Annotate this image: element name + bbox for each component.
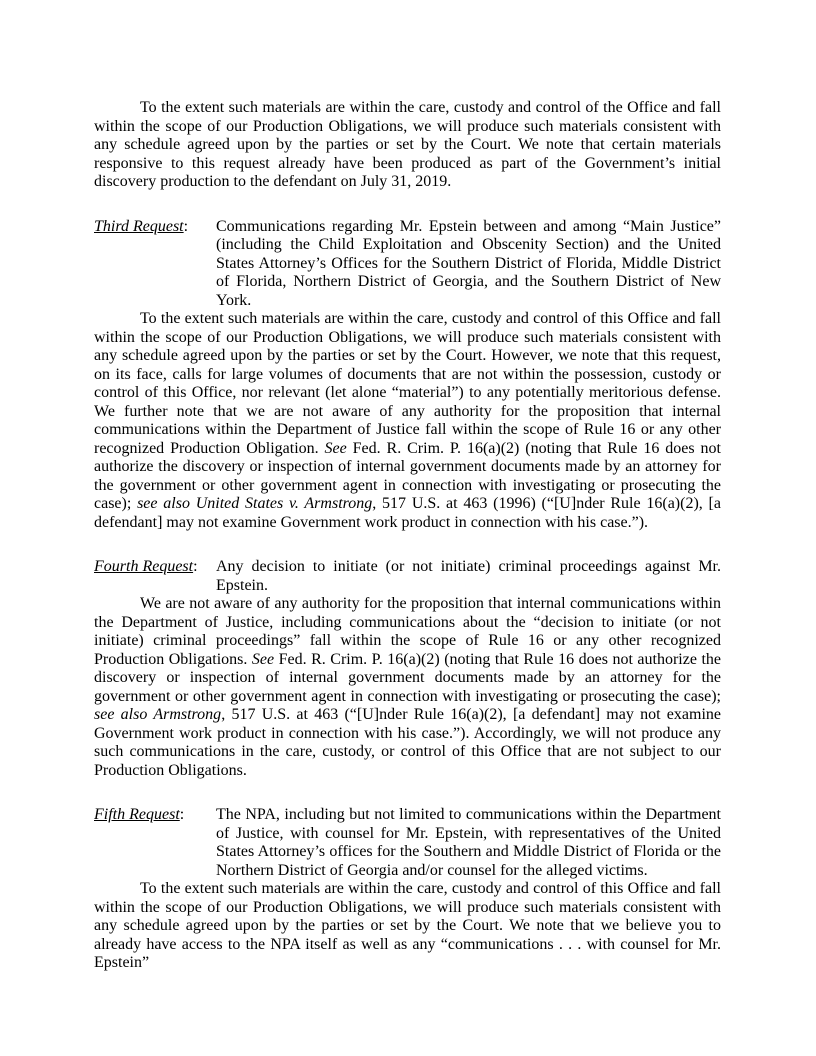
request-label-colon: : — [183, 217, 189, 235]
case-citation: see also Armstrong — [94, 706, 222, 723]
text-run: Fed. R. Crim. P. 16(a)(2) (noting that Rule 16 does not authorize the discovery or inspection of internal government documents made by an attorney for the government or other government agent in connection with investigating or prosecuting the case); — [94, 439, 721, 512]
paragraph-fifth-request-response — [94, 880, 721, 973]
third-request-row — [94, 218, 721, 311]
request-label-text: Third Request — [94, 217, 184, 235]
text-run: We are not aware of any authority for the proposition that internal communications within the Department of Justice, including communications about the “decision to initiate (or not initiate) criminal proceedings” fall within the scope of Rule 16 or any other recognized Production Obligations. — [94, 595, 721, 668]
text-run: , 517 U.S. at 463 (1996) (“[U]nder Rule 16(a)(2), [a defendant] may not examine Government work product in connection with his case.”). — [94, 495, 721, 531]
text-run: , 517 U.S. at 463 (“[U]nder Rule 16(a)(2), [a defendant] may not examine Government work product in connection with his case.”). Accordingly, we will not produce any such communications in the care, custody, or control of this Office that are not subject to our Production Obligations. — [94, 706, 721, 779]
fifth-request-row — [94, 806, 721, 880]
fifth-request-label — [94, 806, 216, 880]
fifth-request-text: The NPA, including but not limited to communications within the Department of Justice, with counsel for Mr. Epstein, with representatives of the United States Attorney’s offices for the Southern and Middle District of Florida or the Northern District of Georgia and/or counsel for the alleged victims. — [216, 806, 721, 879]
text-run: To the extent such materials are within the care, custody and control of the Office and fall within the scope of our Production Obligations, we will produce such materials consistent with any schedule agreed upon by the parties or set by the Court. We note that certain materials responsive to this request already have been produced as part of the Government’s initial discovery production to the defendant on July 31, 2019. — [94, 99, 721, 190]
citation-signal: See — [251, 650, 275, 668]
paragraph-third-request-response — [94, 310, 721, 532]
citation-signal: See — [324, 439, 347, 457]
third-request-label — [94, 218, 216, 311]
document-body — [94, 99, 721, 973]
fourth-request-row — [94, 558, 721, 595]
request-label-text: Fifth Request — [94, 806, 180, 823]
fourth-request-text: Any decision to initiate (or not initiate) criminal proceedings against Mr. Epstein. — [216, 558, 721, 594]
third-request-text: Communications regarding Mr. Epstein between and among “Main Justice” (including the Child Exploitation and Obscenity Section) and the United States Attorney’s Offices for the Southern District of Florida, Middle District of Florida, Northern District of Georgia, and the Southern District of New York. — [216, 217, 721, 309]
paragraph-fourth-request-response — [94, 595, 721, 780]
text-run: To the extent such materials are within the care, custody and control of this Office and fall within the scope of our Production Obligations, we will produce such materials consistent with any schedule agreed upon by the parties or set by the Court. However, we note that this request, on its face, calls for large volumes of documents that are not within the possession, custody or control of this Office, nor relevant (let alone “material”) to any potentially meritorious defense. We further note that we are not aware of any authority for the proposition that internal communications within the Department of Justice fall within the scope of Rule 16 or any other recognized Production Obligation. — [94, 310, 721, 457]
case-citation: see also United States v. Armstrong — [137, 495, 373, 512]
text-run: To the extent such materials are within the care, custody and control of this Office and fall within the scope of our Production Obligations, we will produce such materials consistent with any schedule agreed upon by the parties or set by the Court. We note that we believe you to already have access to the NPA itself as well as any “communications . . . with counsel for Mr. Epstein” — [94, 880, 721, 971]
request-label-text: Fourth Request — [94, 558, 194, 575]
text-run: Fed. R. Crim. P. 16(a)(2) (noting that Rule 16 does not authorize the discovery or inspection of internal government documents made by an attorney for the government or other government agent in connection with investigating or prosecuting the case); — [94, 650, 721, 705]
request-label-colon: : — [193, 558, 198, 575]
fourth-request-label — [94, 558, 216, 595]
paragraph-second-request-response — [94, 99, 721, 192]
request-label-colon: : — [179, 806, 185, 823]
